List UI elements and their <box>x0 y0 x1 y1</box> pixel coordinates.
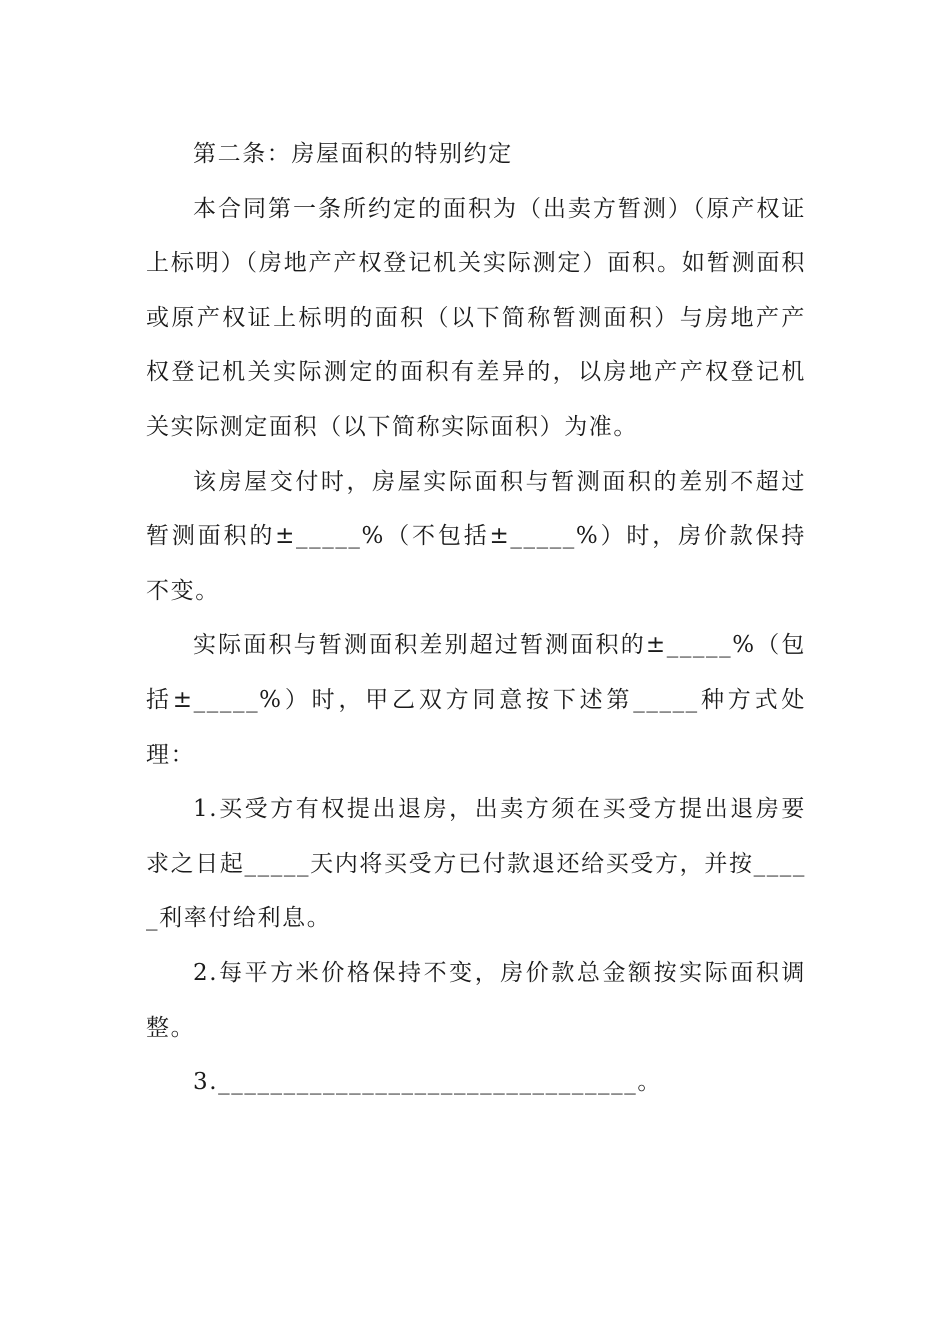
option-1: 1.买受方有权提出退房，出卖方须在买受方提出退房要求之日起_____天内将买受方已付款退还给买受方，并按_____利率付给利息。 <box>146 796 806 932</box>
paragraph-area-definition: 本合同第一条所约定的面积为（出卖方暂测）（原产权证上标明）（房地产产权登记机关实际测定）面积。如暂测面积或原产权证上标明的面积（以下简称暂测面积）与房地产产权登记机关实际测定的面积有差异的，以房地产产权登记机关实际测定面积（以下简称实际面积）为准。 <box>146 195 806 440</box>
paragraph-excess: 实际面积与暂测面积差别超过暂测面积的±_____%（包括±_____%）时，甲乙双方同意按下述第_____种方式处理： <box>146 632 806 768</box>
paragraph-tolerance: 该房屋交付时，房屋实际面积与暂测面积的差别不超过暂测面积的±_____%（不包括±_____%）时，房价款保持不变。 <box>146 468 806 604</box>
option-2: 2.每平方米价格保持不变，房价款总金额按实际面积调整。 <box>146 959 806 1041</box>
option-3: 3.________________________________。 <box>193 1069 662 1096</box>
article-heading: 第二条：房屋面积的特别约定 <box>193 141 513 167</box>
document-body <box>146 127 806 1110</box>
